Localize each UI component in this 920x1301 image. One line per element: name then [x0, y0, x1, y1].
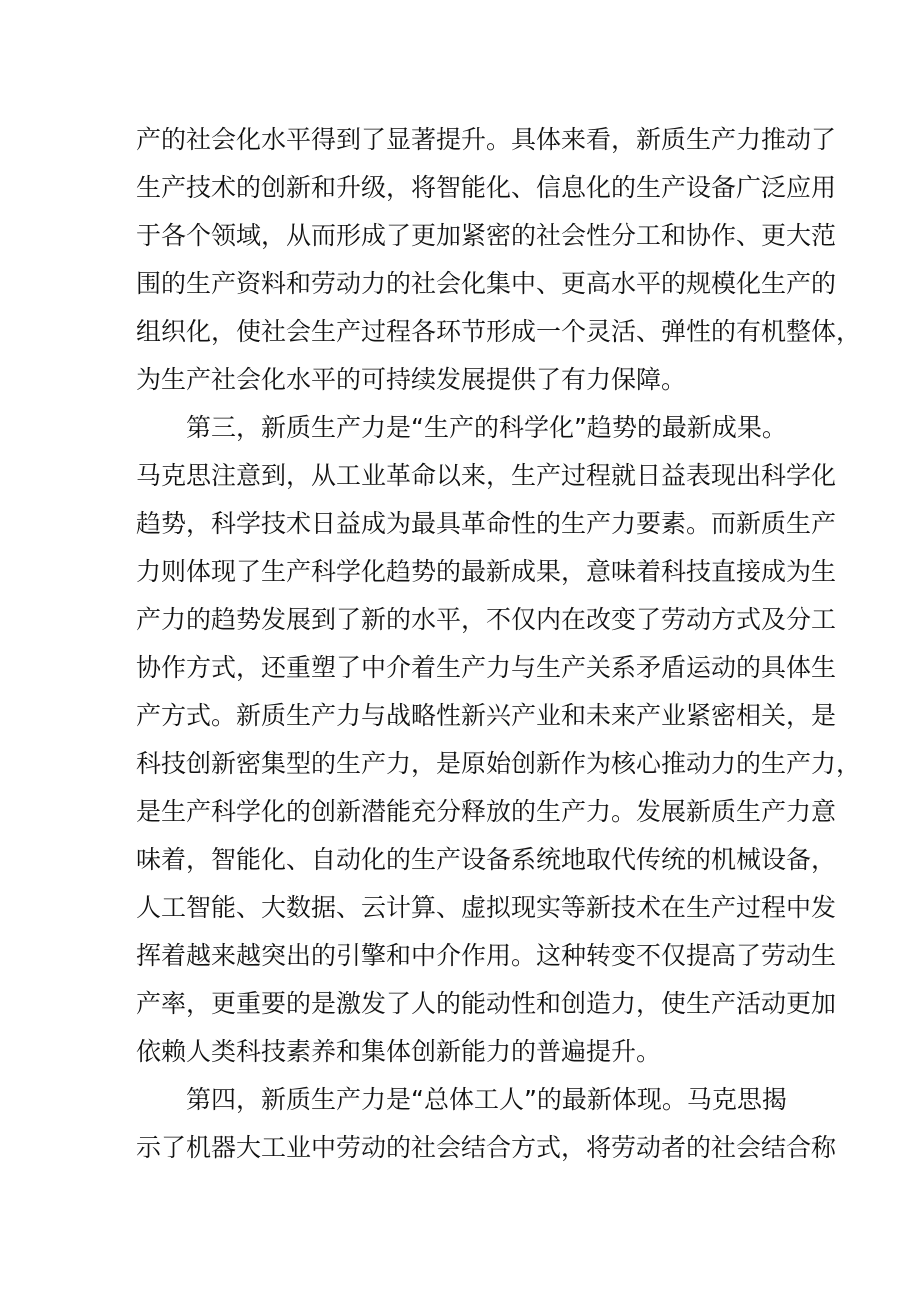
text-line: 人工智能、大数据、云计算、虚拟现实等新技术在生产过程中发 [136, 893, 837, 922]
text-line: 味着，智能化、自动化的生产设备系统地取代传统的机械设备， [136, 845, 837, 874]
text-line: 力则体现了生产科学化趋势的最新成果，意味着科技直接成为生 [136, 557, 837, 586]
text-line: 依赖人类科技素养和集体创新能力的普遍提升。 [136, 1037, 662, 1066]
text-line: 组织化，使社会生产过程各环节形成一个灵活、弹性的有机整体， [136, 317, 862, 346]
section-heading-line: 第四，新质生产力是“总体工人”的最新体现。马克思揭 [186, 1085, 787, 1114]
text-line: 是生产科学化的创新潜能充分释放的生产力。发展新质生产力意 [136, 797, 837, 826]
text-line: 趋势，科学技术日益成为最具革命性的生产力要素。而新质生产 [136, 509, 837, 538]
text-line: 于各个领域，从而形成了更加紧密的社会性分工和协作、更大范 [136, 221, 837, 250]
text-line: 挥着越来越突出的引擎和中介作用。这种转变不仅提高了劳动生 [136, 941, 837, 970]
text-line: 产的社会化水平得到了显著提升。具体来看，新质生产力推动了 [136, 125, 837, 154]
text-line: 生产技术的创新和升级，将智能化、信息化的生产设备广泛应用 [136, 173, 837, 202]
text-line: 围的生产资料和劳动力的社会化集中、更高水平的规模化生产的 [136, 269, 837, 298]
text-line: 协作方式，还重塑了中介着生产力与生产关系矛盾运动的具体生 [136, 653, 837, 682]
text-line: 产率，更重要的是激发了人的能动性和创造力，使生产活动更加 [136, 989, 837, 1018]
text-line: 示了机器大工业中劳动的社会结合方式，将劳动者的社会结合称 [136, 1133, 837, 1162]
text-line: 科技创新密集型的生产力，是原始创新作为核心推动力的生产力， [136, 749, 862, 778]
text-line: 为生产社会化水平的可持续发展提供了有力保障。 [136, 365, 687, 394]
text-line: 马克思注意到，从工业革命以来，生产过程就日益表现出科学化 [136, 461, 837, 490]
text-line: 产方式。新质生产力与战略性新兴产业和未来产业紧密相关，是 [136, 701, 837, 730]
section-heading-line: 第三，新质生产力是“生产的科学化”趋势的最新成果。 [186, 413, 787, 442]
text-line: 产力的趋势发展到了新的水平，不仅内在改变了劳动方式及分工 [136, 605, 837, 634]
